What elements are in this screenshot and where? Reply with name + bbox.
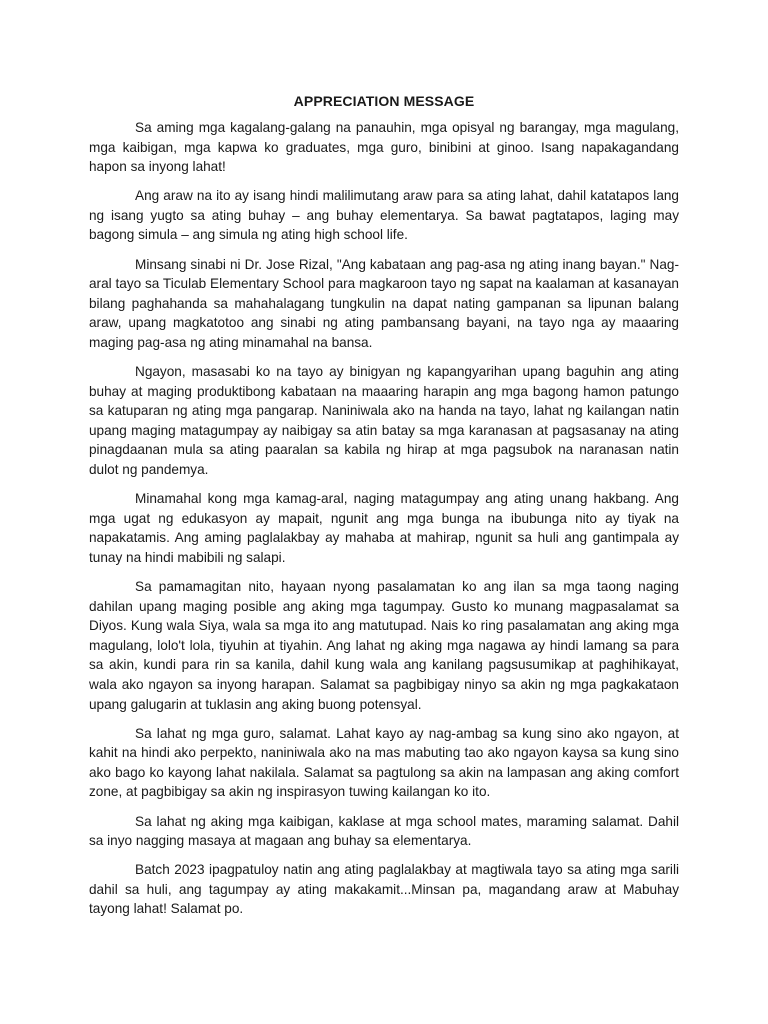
paragraph-thanks-teachers: Sa lahat ng mga guro, salamat. Lahat kayo ay nag-ambag sa kung sino ako ngayon, at kahit na hindi ako perpekto, naniniwala ako na mas mabuting tao ako ngayon kaysa sa kung sino ako bago ko kayong lahat nakilala. Salamat sa pagtulong sa akin na lampasan ang aking comfort zone, at pagbibigay sa akin ng inspirasyon tuwing kailangan ko ito.: [89, 725, 679, 800]
paragraph-rizal-quote: Minsang sinabi ni Dr. Jose Rizal, "Ang kabataan ang pag-asa ng ating inang bayan." Nag-aral tayo sa Ticulab Elementary School para magkaroon tayo ng sapat na kaalaman at kasanayan bilang paghahanda sa mahahalagang tungkulin na dapat nating gampanan sa lipunan balang araw, upang magkatotoo ang sinabi ng ating pambansang bayani, na tayo nga ay maaaring maging pag-asa ng ating minamahal na bansa.: [89, 256, 679, 350]
paragraph-greeting: Sa aming mga kagalang-galang na panauhin, mga opisyal ng barangay, mga magulang, mga kaibigan, mga kapwa ko graduates, mga guro, binibini at ginoo. Isang napakagandang hapon sa inyong lahat!: [89, 120, 679, 175]
paragraph-thanks-family: Sa pamamagitan nito, hayaan nyong pasalamatan ko ang ilan sa mga taong naging dahilan upang maging posible ang aking mga tagumpay. Gusto ko munang magpasalamat sa Diyos. Kung wala Siya, wala sa mga ito ang matutupad. Nais ko ring pasalamatan ang aking mga magulang, lolo't lola, tiyuhin at tiyahin. Ang lahat ng aking mga nagawa ay hindi lamang sa para sa akin, kundi para rin sa kanila, dahil kung wala ang kanilang pagsusumikap at paghihikayat, wala ako ngayon sa inyong harapan. Salamat sa pagbibigay ninyo sa akin ng mga pagkakataon upang galugarin at tuklasin ang aking buong potensyal.: [89, 578, 679, 712]
paragraph-unforgettable-day: Ang araw na ito ay isang hindi malilimutang araw para sa ating lahat, dahil katatapos lang ng isang yugto sa ating buhay – ang buhay elementarya. Sa bawat pagtatapos, laging may bagong simula – ang simula ng ating high school life.: [89, 188, 679, 243]
paragraph-closing: Batch 2023 ipagpatuloy natin ang ating paglalakbay at magtiwala tayo sa ating mga sarili dahil sa huli, ang tagumpay ay ating makakamit...Minsan pa, magandang araw at Mabuhay tayong lahat! Salamat po.: [89, 862, 679, 917]
paragraph-thanks-friends: Sa lahat ng aking mga kaibigan, kaklase at mga school mates, maraming salamat. Dahil sa inyo nagging masaya at magaan ang buhay sa elementarya.: [89, 813, 679, 849]
paragraph-classmates: Minamahal kong mga kamag-aral, naging matagumpay ang ating unang hakbang. Ang mga ugat ng edukasyon ay mapait, ngunit ang mga bunga na ibubunga nito ay tiyak na napakatamis. Ang aming paglalakbay ay mahaba at mahirap, ngunit sa huli ang gantimpala ay tunay na hindi mabibili ng salapi.: [89, 491, 679, 565]
document-title: APPRECIATION MESSAGE: [293, 93, 475, 109]
paragraph-empowerment: Ngayon, masasabi ko na tayo ay binigyan ng kapangyarihan upang baguhin ang ating buhay at maging produktibong kabataan na maaaring harapin ang mga bagong hamon patungo sa katuparan ng ating mga pangarap. Naniniwala ako na handa na tayo, lahat ng kailangan natin upang maging matagumpay ay naibigay sa atin batay sa mga karanasan at pagsasanay na ating pinagdaanan mula sa ating paaralan sa kabila ng hirap at mga pagsubok na naranasan natin dulot ng pandemya.: [89, 364, 679, 477]
